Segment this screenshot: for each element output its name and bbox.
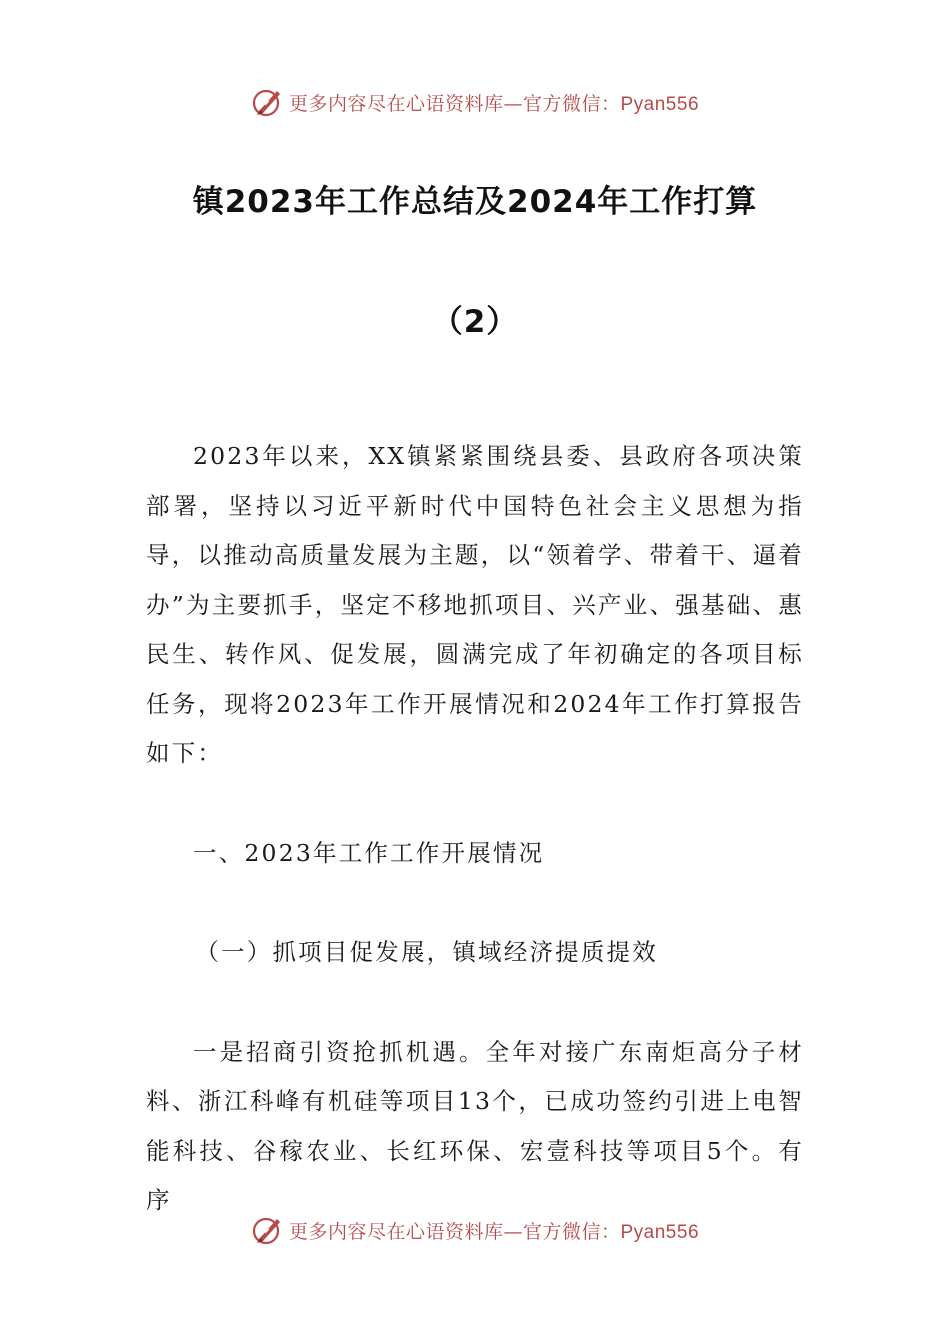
banner-text [289,89,699,116]
banner-promo-text: 更多内容尽在心语资料库—官方微信： [288,1220,621,1243]
document-body [146,432,804,1226]
footer-banner [0,1210,950,1250]
quill-pen-logo-icon [251,85,285,119]
section-heading: 一、2023年工作工作开展情况 [193,838,545,867]
quill-pen-logo-icon [251,1213,285,1247]
banner-account: Pyan556 [620,93,700,115]
header-banner [0,82,950,122]
banner-promo-text: 更多内容尽在心语资料库—官方微信： [288,92,621,115]
document-title-number: （2） [431,304,519,340]
intro-paragraph: 2023年以来，XX镇紧紧围绕县委、县政府各项决策部署，坚持以习近平新时代中国特色社会主义思想为指导，以推动高质量发展为主题，以“领着学、带着干、逼着办”为主要抓手，坚定不移地抓项目、兴产业、强基础、惠民生、转作风、促发展，圆满完成了年初确定的各项目标任务，现将2023年工作开展情况和2024年工作打算报告如下： [146,442,804,767]
subsection-heading: （一）抓项目促发展，镇域经济提质提效 [195,938,658,966]
document-title: 镇2023年工作总结及2024年工作打算 [192,184,758,220]
body-paragraph: 一是招商引资抢抓机遇。全年对接广东南炬高分子材料、浙江科峰有机硅等项目13个，已成功签约引进上电智能科技、谷稼农业、长红环保、宏壹科技等项目5个。有序 [146,1037,804,1214]
banner-account: Pyan556 [620,1221,700,1243]
banner-text [289,1217,699,1244]
